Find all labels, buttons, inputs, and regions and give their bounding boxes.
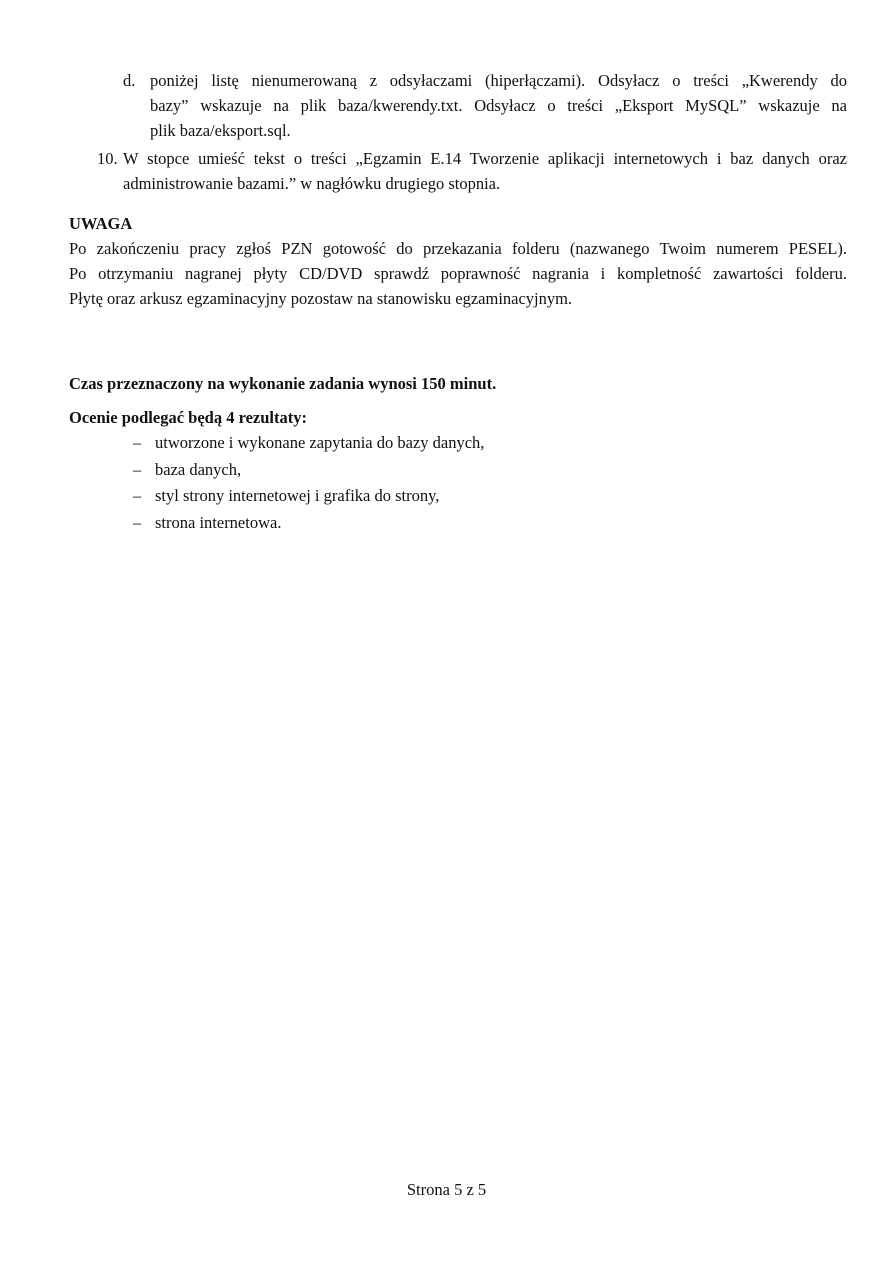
- list-item-d: [123, 68, 847, 143]
- list-item: [69, 457, 847, 484]
- time-allotted: Czas przeznaczony na wykonanie zadania wynosi 150 minut.: [69, 374, 497, 393]
- notice-line-1: Po zakończeniu pracy zgłoś PZN gotowość do przekazania folderu (nazwanego Twoim numerem PESEL).: [69, 239, 847, 258]
- result-text: baza danych,: [155, 459, 242, 479]
- item-d-line-1: poniżej listę nienumerowaną z odsyłaczami (hiperłączami). Odsyłacz o treści „Kwerendy do: [150, 71, 847, 90]
- item-d-line-3: plik baza/eksport.sql.: [150, 121, 291, 140]
- notice-line-3: Płytę oraz arkusz egzaminacyjny pozostaw na stanowisku egzaminacyjnym.: [69, 289, 573, 308]
- notice-section: [69, 212, 847, 311]
- item-10-line-1: W stopce umieść tekst o treści „Egzamin E.14 Tworzenie aplikacji internetowych i baz danych oraz: [123, 149, 847, 168]
- dash-bullet: –: [133, 486, 142, 505]
- dash-bullet: –: [133, 433, 142, 452]
- list-item-10: [97, 146, 847, 196]
- results-section: [69, 406, 847, 536]
- notice-heading: UWAGA: [69, 214, 133, 233]
- dash-bullet: –: [133, 459, 142, 479]
- page-number: Strona 5 z 5: [406, 1180, 487, 1199]
- results-heading: Ocenie podlegać będą 4 rezultaty:: [69, 408, 307, 427]
- results-list: [69, 430, 847, 536]
- list-item: [69, 510, 847, 537]
- notice-line-2: Po otrzymaniu nagranej płyty CD/DVD sprawdź poprawność nagrania i kompletność zawartości folderu.: [69, 264, 847, 283]
- list-item: [69, 430, 847, 457]
- result-text: styl strony internetowej i grafika do strony,: [155, 486, 440, 505]
- list-marker: 10.: [97, 149, 118, 168]
- result-text: utworzone i wykonane zapytania do bazy danych,: [155, 433, 485, 452]
- dash-bullet: –: [133, 512, 142, 532]
- result-text: strona internetowa.: [155, 512, 282, 532]
- item-10-line-2: administrowanie bazami.” w nagłówku drugiego stopnia.: [123, 174, 501, 193]
- item-d-line-2: bazy” wskazuje na plik baza/kwerendy.txt. Odsyłacz o treści „Eksport MySQL” wskazuje na: [150, 96, 847, 115]
- list-item: [69, 483, 847, 510]
- list-marker: d.: [123, 71, 136, 90]
